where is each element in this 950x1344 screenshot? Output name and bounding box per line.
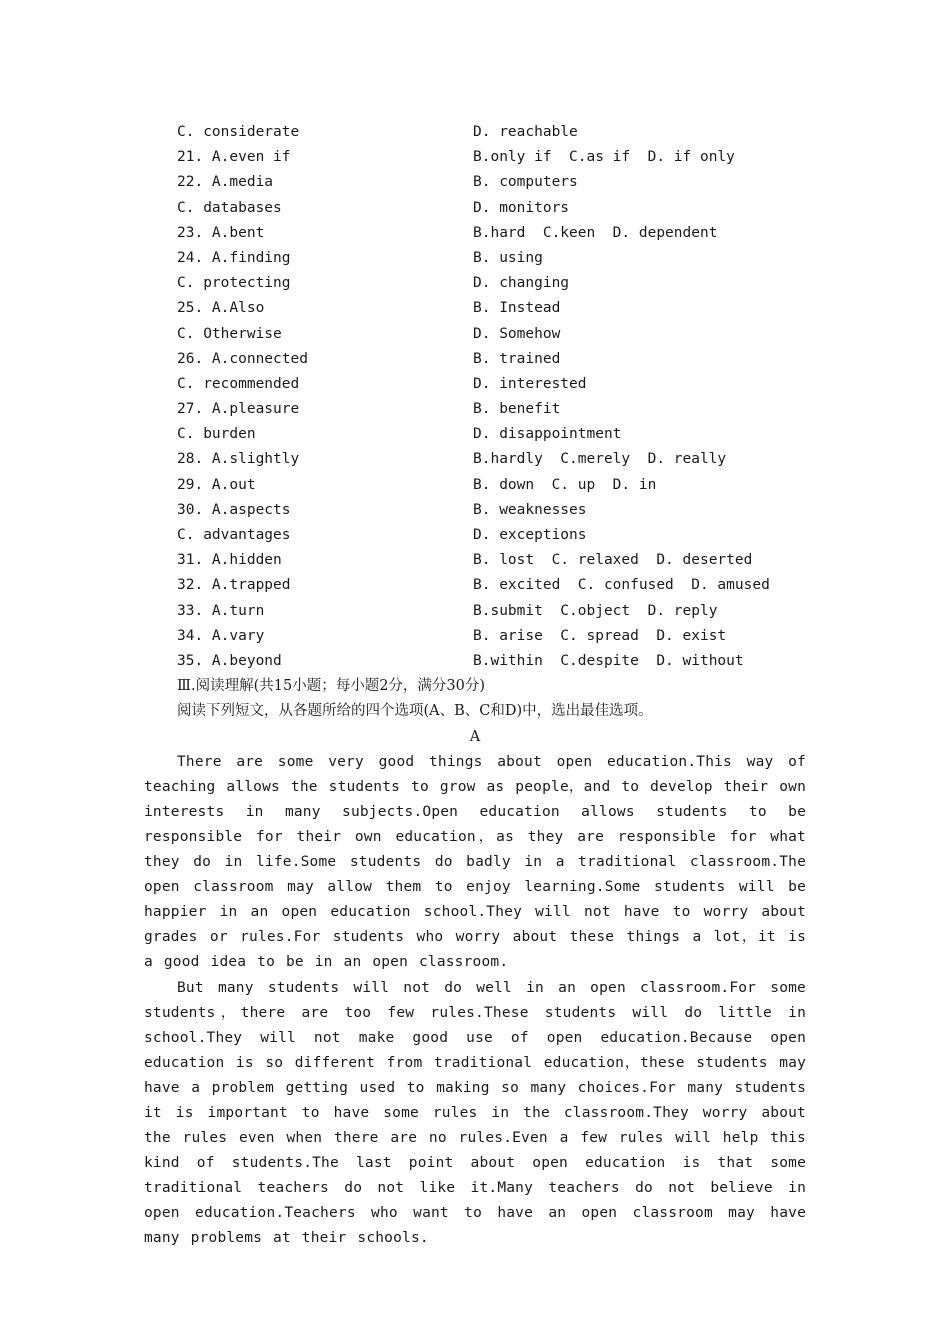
option-row [144,372,806,397]
option-left: 30. A.aspects [177,501,291,518]
passage-paragraph: There are some very good things about open education.This way of teaching allows the students to grow as people，and to develop their own interests in many subjects.Open education allows students to be responsible for their own education，as they are responsible for what they do in life.Some students do badly in a traditional classroom.The open classroom may allow them to enjoy learning.Some students will be happier in an open education school.They will not have to worry about grades or rules.For students who worry about these things a lot，it is a good idea to be in an open classroom. [144,753,806,971]
option-row [144,397,806,422]
option-row [144,498,806,523]
option-row [144,649,806,674]
option-right: B. computers [473,174,578,191]
option-row [144,473,806,498]
passage-paragraph: But many students will not do well in an open classroom.For some students，there are too few rules.These students will do little in school.They will not make good use of open education.Because open education is so different from traditional education，these students may have a problem getting used to making so many choices.For many students it is important to have some rules in the classroom.They worry about the rules even when there are no rules.Even a few rules will help this kind of students.The last point about open education is that some traditional teachers do not like it.Many teachers do not believe in open education.Teachers who want to have an open classroom may have many problems at their schools. [144,979,806,1247]
option-right: B. trained [473,350,561,367]
option-row [144,447,806,472]
option-row [144,322,806,347]
option-left: 34. A.vary [177,627,265,644]
option-left: 23. A.bent [177,224,265,241]
option-left: 21. A.even if [177,149,291,166]
option-left: C. Otherwise [177,325,282,342]
option-right: B.submit C.object D. reply [473,602,718,619]
option-right: D. disappointment [473,426,622,443]
option-right: B. benefit [473,401,561,418]
option-row [144,548,806,573]
option-right: D. exceptions [473,527,587,543]
option-row [144,599,806,624]
option-row [144,145,806,170]
option-row [144,271,806,296]
answer-options [144,120,806,674]
option-left: 27. A.pleasure [177,401,300,418]
option-left: C. considerate [177,124,300,140]
option-left: 32. A.trapped [177,577,291,594]
section-heading: Ⅲ.阅读理解(共15小题；每小题2分，满分30分) [177,678,486,695]
option-right: B. arise C. spread D. exist [473,627,727,644]
section-instruction: 阅读下列短文，从各题所给的四个选项(A、B、C和D)中，选出最佳选项。 [177,703,653,720]
option-left: 35. A.beyond [177,652,282,669]
option-row [144,624,806,649]
option-right: B. lost C. relaxed D. deserted [473,552,753,569]
option-left: 29. A.out [177,476,256,493]
option-left: 26. A.connected [177,350,308,367]
option-row [144,221,806,246]
option-left: C. recommended [177,375,300,392]
option-left: C. advantages [177,527,291,543]
option-right: B. down C. up D. in [473,476,657,493]
option-right: B.hard C.keen D. dependent [473,224,718,241]
option-row [144,170,806,195]
option-left: 24. A.finding [177,249,291,266]
option-right: D. reachable [473,124,578,140]
option-left: C. burden [177,426,256,443]
option-right: B. using [473,249,543,266]
option-right: D. monitors [473,199,570,216]
option-row [144,120,806,145]
option-left: 31. A.hidden [177,552,282,569]
option-row [144,196,806,221]
option-left: 28. A.slightly [177,451,300,468]
option-right: D. Somehow [473,325,561,342]
option-row [144,296,806,321]
option-row [144,422,806,447]
option-left: 22. A.media [177,174,274,191]
option-right: D. changing [473,275,570,292]
option-right: B. excited C. confused D. amused [473,577,770,594]
option-right: B.within C.despite D. without [473,652,744,669]
option-right: D. interested [473,375,587,392]
option-left: C. protecting [177,275,291,292]
option-row [144,246,806,271]
document-page [144,120,806,1252]
passage-title: A [469,728,481,745]
option-left: C. databases [177,199,282,216]
option-right: B.only if C.as if D. if only [473,149,735,166]
option-left: 25. A.Also [177,300,265,317]
option-left: 33. A.turn [177,602,265,619]
option-right: B.hardly C.merely D. really [473,451,727,468]
option-right: B. weaknesses [473,501,587,518]
option-row [144,347,806,372]
option-right: B. Instead [473,300,561,317]
option-row [144,573,806,598]
option-row [144,523,806,548]
